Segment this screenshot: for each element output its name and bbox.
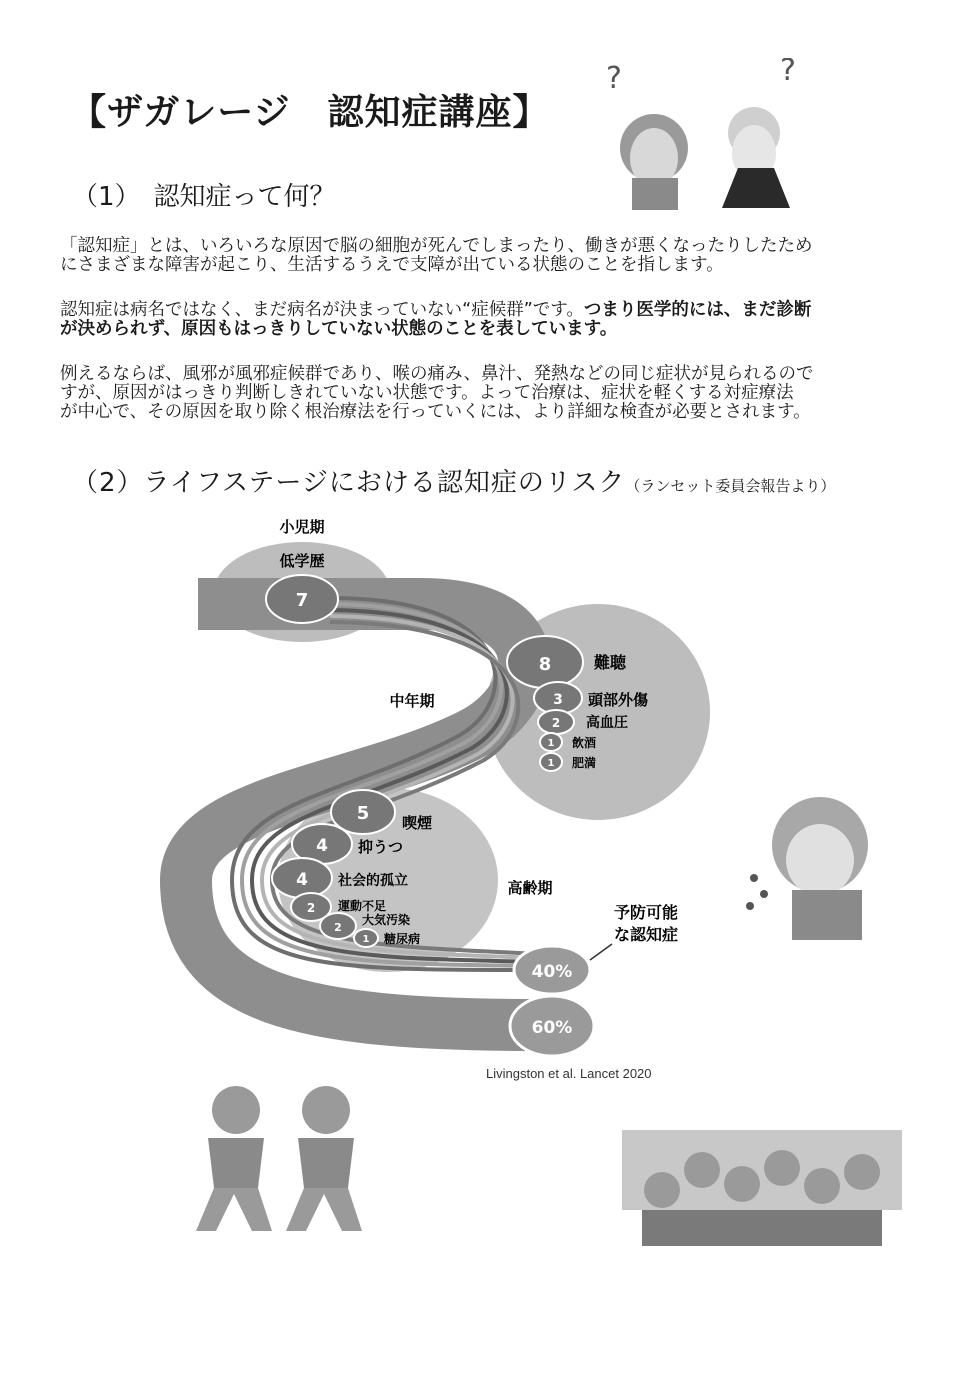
para2-line2-bold: が決められず、原因もはっきりしていない状態のことを表しています。 (60, 319, 618, 339)
preventable-pointer (590, 944, 612, 960)
factor-label-air-pollution: 大気汚染 (362, 913, 411, 927)
factor-value-obesity: 1 (547, 758, 555, 769)
para1-line2: にさまざまな障害が起こり、生活するうえで支障が出ている状態のことを指します。 (60, 255, 724, 275)
para3-line3: が中心で、その原因を取り除く根治療法を行っていくには、より詳細な検査が必要とされます。 (60, 402, 811, 422)
citation: Livingston et al. Lancet 2020 (486, 1066, 652, 1081)
factor-label-hearing-loss: 難聴 (594, 653, 627, 672)
para1-line1: 「認知症」とは、いろいろな原因で脳の細胞が死んでしまったり、働きが悪くなったりしたため (60, 236, 813, 256)
factor-value-social-isolation: 4 (296, 870, 308, 890)
factor-value-air-pollution: 2 (334, 921, 342, 934)
factor-value-physical-inactivity: 2 (306, 901, 316, 915)
factor-value-diabetes: 1 (362, 934, 370, 945)
factor-label-hypertension: 高血圧 (586, 715, 628, 731)
para2-line1-text: 認知症は病名ではなく、まだ病名が決まっていない“症候群”です。 (60, 300, 584, 320)
page-title: 【ザガレージ 認知症講座】 (70, 91, 550, 133)
factor-low-education-label: 低学歴 (279, 552, 325, 570)
para2-line1-bold: つまり医学的には、まだ診断 (583, 300, 812, 320)
factor-label-smoking: 喫煙 (402, 814, 433, 832)
coughing-elderly-illustration (740, 790, 890, 940)
stage-latelife-label: 高齢期 (507, 879, 553, 897)
section2-heading-note: （ランセット委員会報告より） (625, 477, 836, 495)
section1-heading: （1） 認知症って何？ (72, 182, 336, 212)
exercising-elderly-illustration (186, 1076, 376, 1236)
factor-label-head-injury: 頭部外傷 (588, 691, 649, 709)
stage-childhood-label: 小児期 (279, 518, 325, 536)
factor-value-smoking: 5 (356, 803, 370, 824)
preventable-label-line2: な認知症 (613, 925, 679, 944)
stage-midlife-label: 中年期 (389, 692, 435, 710)
community-group-illustration (622, 1100, 902, 1250)
factor-value-head-injury: 3 (553, 692, 563, 708)
svg-text:?: ? (780, 58, 796, 88)
preventable-label-line1: 予防可能 (613, 903, 679, 922)
factor-label-social-isolation: 社会的孤立 (338, 873, 408, 889)
other-percent: 60% (531, 1018, 573, 1038)
svg-text:?: ? (606, 61, 622, 96)
factor-label-diabetes: 糖尿病 (384, 932, 421, 946)
factor-label-obesity: 肥満 (572, 756, 597, 770)
section2-heading-main: （2）ライフステージにおける認知症のリスク (72, 468, 626, 498)
factor-value-hypertension: 2 (551, 716, 561, 730)
preventable-percent: 40% (531, 962, 573, 982)
factor-value-alcohol: 1 (547, 738, 555, 749)
para3-line2: すが、原因がはっきり判断しきれていない状態です。よって治療は、症状を軽くする対症療法 (60, 383, 794, 403)
factor-value-depression: 4 (316, 836, 328, 856)
factor-value-hearing-loss: 8 (538, 654, 552, 675)
para3-line1: 例えるならば、風邪が風邪症候群であり、喉の痛み、鼻汁、発熱などの同じ症状が見られるので (60, 364, 814, 384)
factor-label-depression: 抑うつ (358, 838, 404, 856)
factor-label-physical-inactivity: 運動不足 (338, 899, 387, 913)
factor-label-alcohol: 飲酒 (572, 736, 597, 750)
factor-value-low-education: 7 (295, 590, 309, 611)
